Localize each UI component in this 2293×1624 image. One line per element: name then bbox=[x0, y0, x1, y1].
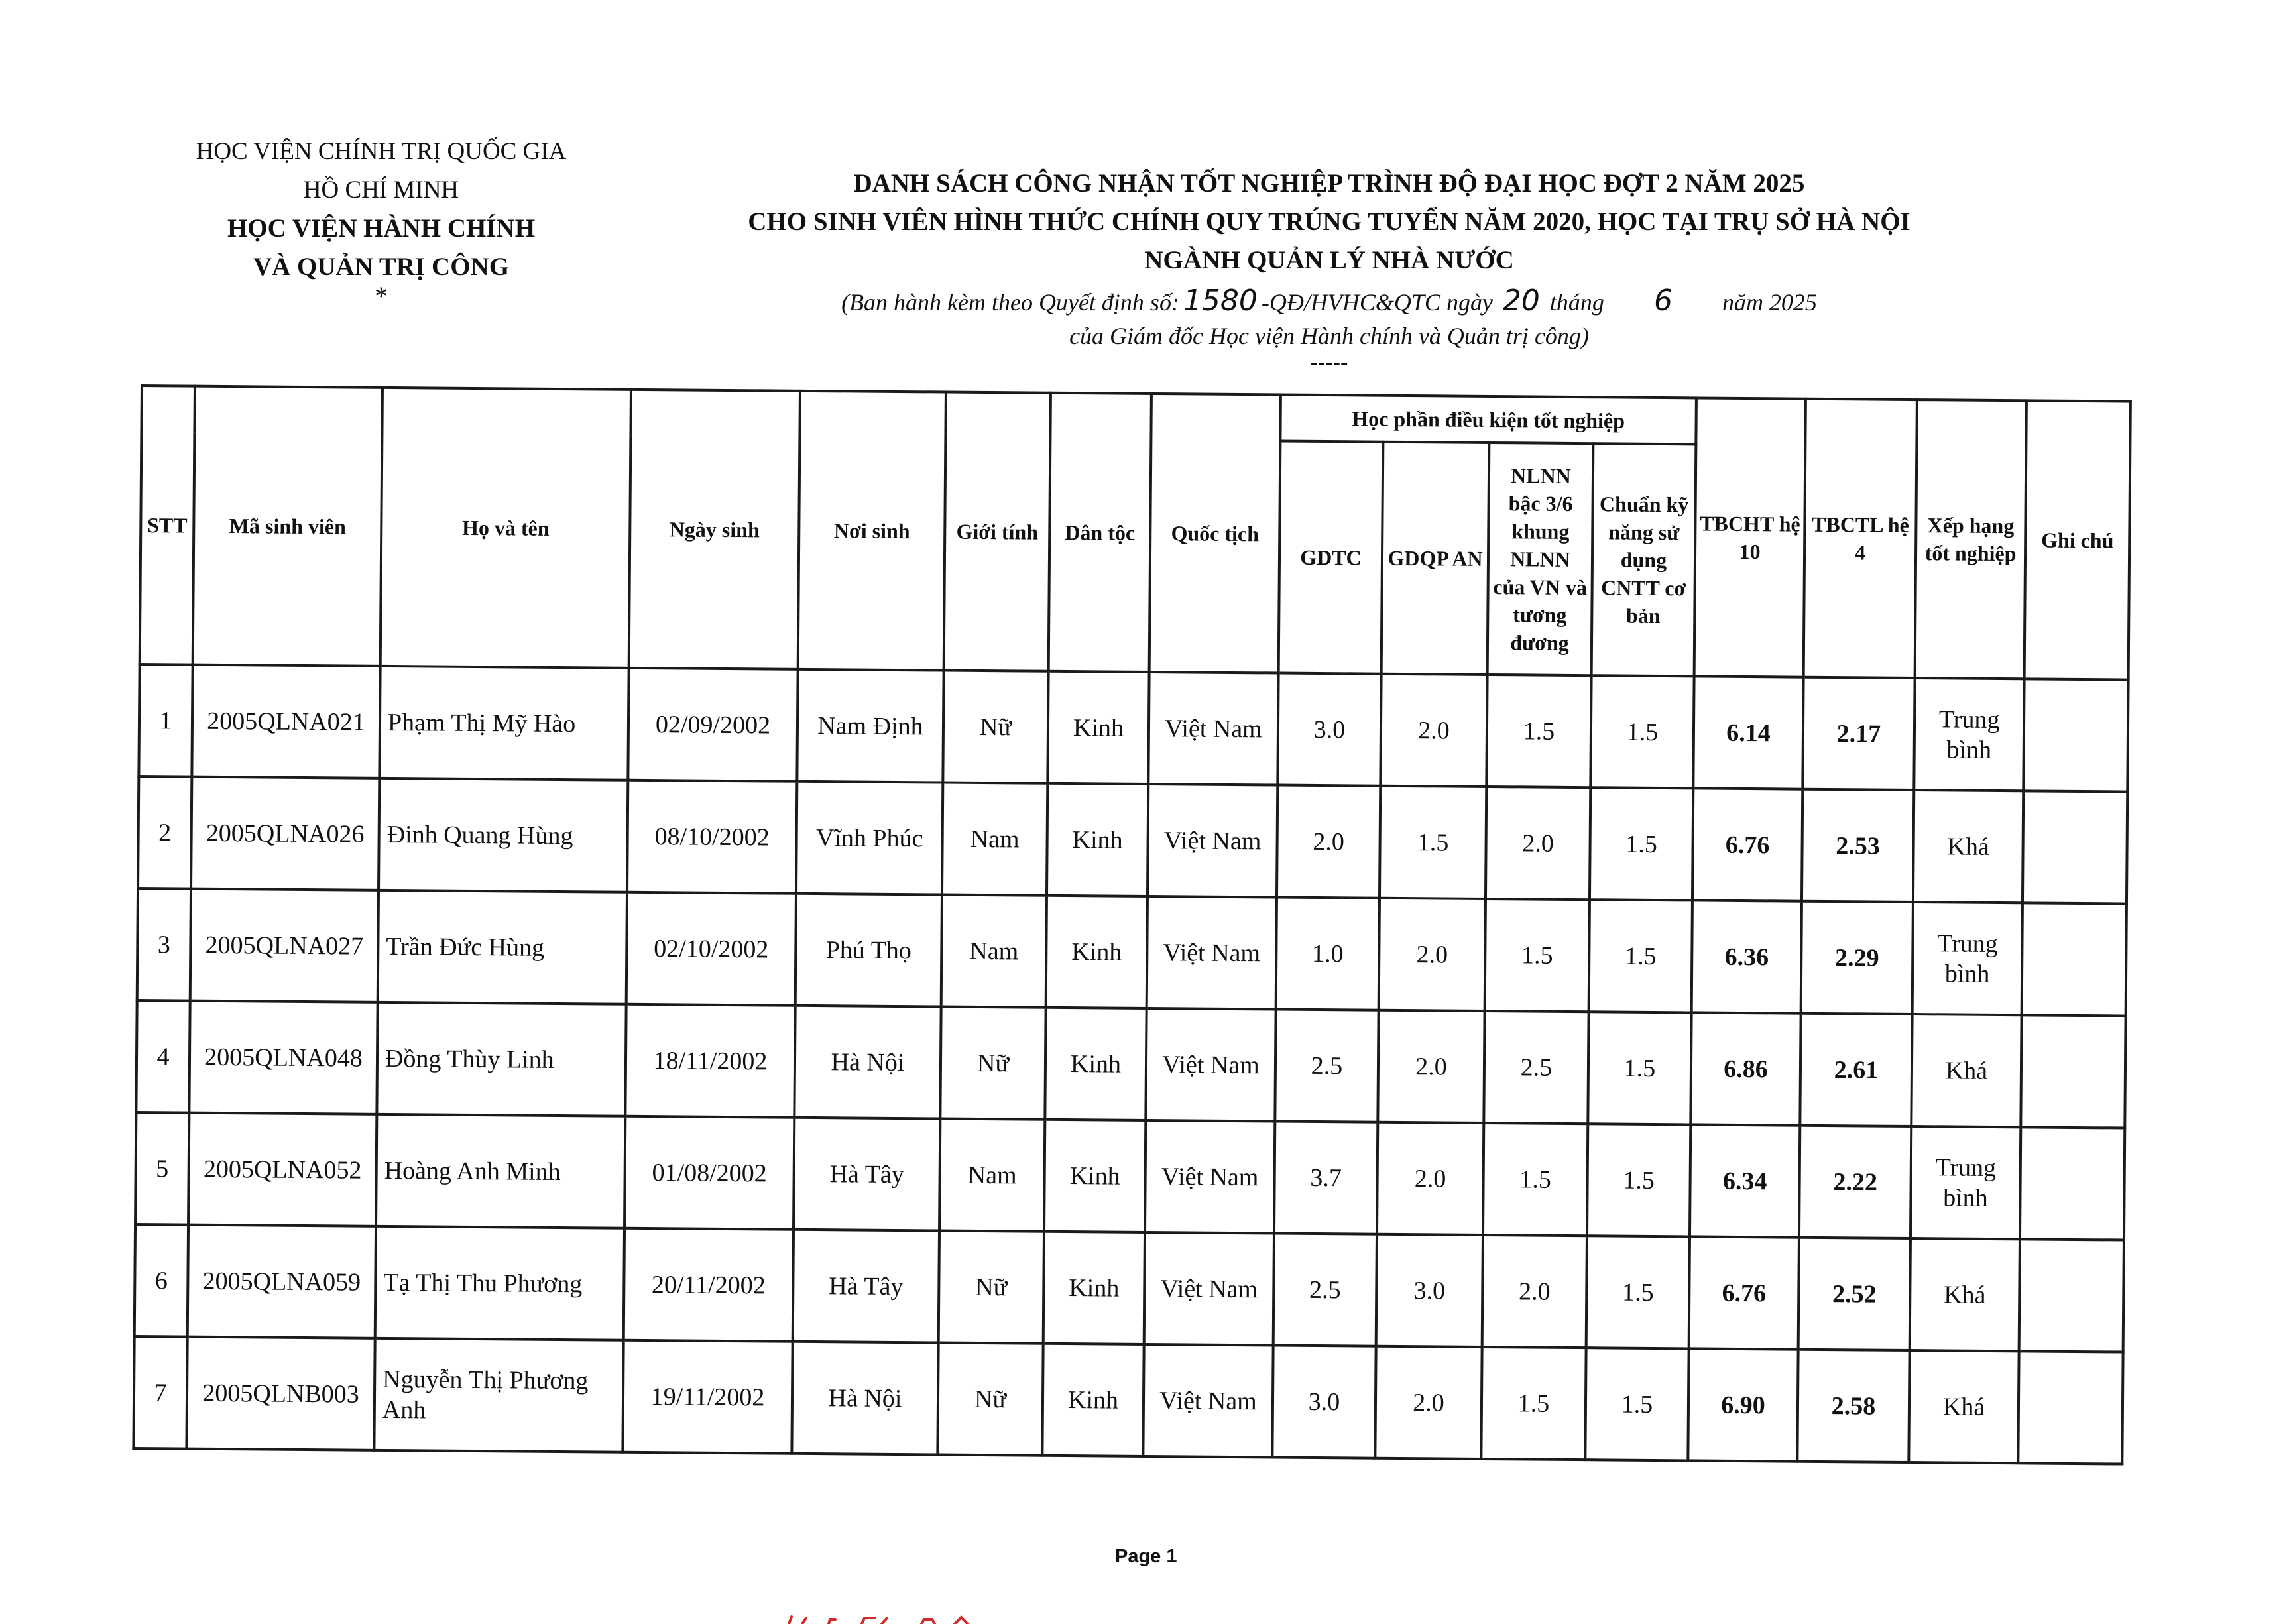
cell-gdqp: 2.0 bbox=[1379, 898, 1486, 1011]
cell-gdtc: 2.5 bbox=[1275, 1009, 1378, 1122]
year-label: năm 2025 bbox=[1722, 289, 1817, 316]
table-row bbox=[138, 776, 2127, 904]
cell-birth-date: 08/10/2002 bbox=[627, 780, 797, 894]
col-header-gdqp: GDQP AN bbox=[1382, 442, 1490, 675]
decision-code: -QĐ/HVHC&QTC ngày bbox=[1261, 289, 1493, 316]
cell-gdtc: 3.0 bbox=[1277, 673, 1381, 785]
cell-foreign-language: 1.5 bbox=[1481, 1347, 1586, 1460]
cell-full-name: Phạm Thị Mỹ Hào bbox=[379, 666, 628, 780]
cell-full-name: Đinh Quang Hùng bbox=[379, 778, 628, 892]
cell-ethnicity: Kinh bbox=[1047, 671, 1149, 784]
cell-stt: 6 bbox=[135, 1224, 188, 1337]
cell-gender: Nam bbox=[942, 783, 1047, 896]
table-row bbox=[137, 888, 2127, 1016]
cell-gender: Nữ bbox=[940, 1007, 1045, 1120]
cell-full-name: Tạ Thị Thu Phương bbox=[375, 1226, 624, 1340]
cell-nationality: Việt Nam bbox=[1145, 1120, 1275, 1234]
cell-gdqp: 2.0 bbox=[1378, 1010, 1484, 1123]
cell-notes bbox=[2019, 1239, 2124, 1352]
cell-rank: Khá bbox=[1909, 1350, 2019, 1463]
cell-gpa-4: 2.29 bbox=[1801, 901, 1913, 1014]
document-title-line3: NGÀNH QUẢN LÝ NHÀ NƯỚC bbox=[1144, 246, 1514, 274]
graduates-table-body bbox=[133, 664, 2128, 1464]
cell-gdqp: 1.5 bbox=[1380, 786, 1486, 899]
cell-notes bbox=[2022, 903, 2127, 1015]
col-header-ethnicity: Dân tộc bbox=[1049, 393, 1151, 672]
graduates-table-wrapper bbox=[132, 384, 2129, 1466]
cell-birth-place: Phú Thọ bbox=[795, 894, 942, 1007]
cell-gdqp: 2.0 bbox=[1377, 1122, 1484, 1235]
cell-nationality: Việt Nam bbox=[1144, 1232, 1274, 1346]
cell-gender: Nữ bbox=[943, 671, 1048, 783]
cell-it-skills: 1.5 bbox=[1589, 899, 1692, 1012]
cell-ethnicity: Kinh bbox=[1045, 1008, 1146, 1120]
table-row bbox=[139, 664, 2128, 792]
document-title-line2: CHO SINH VIÊN HÌNH THỨC CHÍNH QUY TRÚNG TUYỂN NĂM 2020, HỌC TẠI TRỤ SỞ HÀ NỘI bbox=[748, 207, 1911, 236]
cell-nationality: Việt Nam bbox=[1148, 672, 1278, 785]
decision-month: 6 bbox=[1653, 284, 1673, 318]
cell-notes bbox=[2018, 1351, 2123, 1464]
institution-parent-line2: HỒ CHÍ MINH bbox=[303, 176, 459, 203]
institution-parent-line1: HỌC VIỆN CHÍNH TRỊ QUỐC GIA bbox=[196, 138, 567, 165]
cell-full-name: Trần Đức Hùng bbox=[378, 890, 627, 1004]
cell-it-skills: 1.5 bbox=[1586, 1236, 1690, 1348]
cell-rank: Khá bbox=[1911, 1014, 2021, 1127]
cell-ethnicity: Kinh bbox=[1043, 1232, 1145, 1344]
institution-name-line1: HỌC VIỆN HÀNH CHÍNH bbox=[227, 214, 536, 243]
cell-stt: 7 bbox=[133, 1336, 187, 1449]
table-row bbox=[135, 1112, 2125, 1240]
col-header-gender: Giới tính bbox=[944, 392, 1051, 671]
title-divider: ----- bbox=[1310, 350, 1348, 375]
col-header-nationality: Quốc tịch bbox=[1149, 394, 1281, 673]
cell-it-skills: 1.5 bbox=[1588, 1012, 1691, 1124]
cell-gender: Nữ bbox=[937, 1342, 1043, 1455]
cell-gpa-10: 6.36 bbox=[1692, 900, 1802, 1013]
table-row bbox=[136, 1000, 2125, 1128]
cell-rank: Khá bbox=[1913, 790, 2023, 903]
cell-ethnicity: Kinh bbox=[1047, 783, 1148, 896]
cell-stt: 4 bbox=[136, 1000, 190, 1113]
cell-foreign-language: 2.5 bbox=[1484, 1011, 1588, 1124]
cell-stt: 3 bbox=[137, 888, 191, 1001]
cell-stt: 1 bbox=[139, 664, 192, 777]
cell-birth-place: Hà Nội bbox=[792, 1342, 938, 1455]
cell-stt: 2 bbox=[138, 776, 192, 889]
cell-gpa-4: 2.53 bbox=[1802, 789, 1914, 902]
col-header-rank: Xếp hạng tốt nghiệp bbox=[1915, 400, 2027, 679]
cell-gpa-4: 2.22 bbox=[1799, 1126, 1911, 1238]
page-number: Page 1 bbox=[1115, 1546, 1177, 1567]
decision-issuer: của Giám đốc Học viện Hành chính và Quản trị công) bbox=[1069, 323, 1589, 349]
col-header-it-skills: Chuẩn kỹ năng sử dụng CNTT cơ bản bbox=[1592, 443, 1696, 676]
cell-gpa-10: 6.86 bbox=[1690, 1012, 1800, 1125]
cell-birth-date: 01/08/2002 bbox=[624, 1116, 794, 1230]
cell-rank: Khá bbox=[1910, 1238, 2020, 1351]
col-header-notes: Ghi chú bbox=[2025, 400, 2131, 679]
cell-gdtc: 1.0 bbox=[1276, 897, 1380, 1010]
col-header-birth-date: Ngày sinh bbox=[629, 390, 800, 669]
cell-full-name: Đồng Thùy Linh bbox=[377, 1002, 626, 1116]
institution-name-line2: VÀ QUẢN TRỊ CÔNG bbox=[253, 253, 510, 281]
cell-gdtc: 3.0 bbox=[1272, 1345, 1376, 1458]
cell-birth-place: Vĩnh Phúc bbox=[796, 782, 943, 895]
cell-birth-place: Hà Nội bbox=[794, 1006, 941, 1119]
cell-full-name: Nguyễn Thị Phương Anh bbox=[374, 1338, 623, 1452]
cell-foreign-language: 1.5 bbox=[1486, 675, 1591, 787]
cell-nationality: Việt Nam bbox=[1147, 784, 1277, 898]
cell-full-name: Hoàng Anh Minh bbox=[376, 1114, 625, 1228]
col-header-gpa-4: TBCTL hệ 4 bbox=[1804, 399, 1917, 678]
cell-gpa-10: 6.76 bbox=[1692, 788, 1802, 901]
cell-notes bbox=[2020, 1127, 2125, 1240]
cell-gdqp: 2.0 bbox=[1375, 1346, 1482, 1459]
cell-birth-date: 02/10/2002 bbox=[626, 892, 796, 1006]
cell-student-id: 2005QLNA059 bbox=[188, 1225, 376, 1338]
cell-ethnicity: Kinh bbox=[1042, 1344, 1144, 1456]
decision-number: 1580 bbox=[1183, 284, 1258, 318]
document-title-line1: DANH SÁCH CÔNG NHẬN TỐT NGHIỆP TRÌNH ĐỘ ĐẠI HỌC ĐỢT 2 NĂM 2025 bbox=[853, 169, 1805, 198]
cell-notes bbox=[2021, 1015, 2125, 1128]
cell-notes bbox=[2023, 679, 2128, 791]
cell-foreign-language: 1.5 bbox=[1483, 1123, 1588, 1236]
col-header-student-id: Mã sinh viên bbox=[193, 386, 382, 666]
cell-birth-place: Hà Tây bbox=[794, 1118, 940, 1231]
cell-gdqp: 2.0 bbox=[1380, 674, 1487, 787]
cell-rank: Trung bình bbox=[1911, 1126, 2021, 1239]
cell-birth-date: 20/11/2002 bbox=[624, 1228, 794, 1342]
cell-gpa-10: 6.34 bbox=[1690, 1124, 1800, 1237]
cell-gpa-4: 2.61 bbox=[1800, 1014, 1912, 1126]
cell-birth-place: Nam Định bbox=[797, 669, 943, 783]
cell-gpa-10: 6.14 bbox=[1693, 676, 1803, 789]
cell-gpa-4: 2.52 bbox=[1798, 1238, 1911, 1350]
cell-foreign-language: 1.5 bbox=[1485, 899, 1590, 1012]
decision-reference bbox=[736, 284, 1922, 319]
cell-notes bbox=[2023, 791, 2127, 903]
cell-student-id: 2005QLNB003 bbox=[186, 1337, 375, 1450]
cell-student-id: 2005QLNA052 bbox=[188, 1113, 377, 1226]
cell-rank: Trung bình bbox=[1914, 678, 2024, 791]
document-title-block bbox=[736, 164, 1922, 373]
cell-foreign-language: 2.0 bbox=[1486, 787, 1590, 899]
col-header-gdtc: GDTC bbox=[1279, 441, 1383, 674]
cell-nationality: Việt Nam bbox=[1146, 1008, 1275, 1122]
decision-day: 20 bbox=[1502, 284, 1540, 318]
col-group-graduation-conditions: Học phần điều kiện tốt nghiệp bbox=[1280, 395, 1696, 445]
cell-gpa-10: 6.76 bbox=[1689, 1236, 1799, 1349]
cell-nationality: Việt Nam bbox=[1147, 896, 1277, 1010]
institution-header bbox=[143, 133, 620, 311]
table-row bbox=[135, 1224, 2124, 1352]
cell-gender: Nữ bbox=[939, 1231, 1044, 1344]
red-stamp-fragment bbox=[782, 1614, 1114, 1624]
cell-birth-place: Hà Tây bbox=[793, 1230, 939, 1343]
cell-ethnicity: Kinh bbox=[1046, 896, 1147, 1008]
cell-stt: 5 bbox=[135, 1112, 189, 1225]
month-label: tháng bbox=[1549, 289, 1604, 316]
col-header-stt: STT bbox=[140, 386, 195, 665]
cell-gpa-4: 2.17 bbox=[1802, 677, 1914, 790]
decision-prefix: (Ban hành kèm theo Quyết định số: bbox=[841, 289, 1179, 316]
col-header-gpa-10: TBCHT hệ 10 bbox=[1694, 398, 1806, 677]
table-row bbox=[133, 1336, 2123, 1464]
cell-it-skills: 1.5 bbox=[1587, 1124, 1690, 1236]
cell-nationality: Việt Nam bbox=[1143, 1344, 1273, 1458]
cell-birth-date: 18/11/2002 bbox=[625, 1004, 795, 1118]
cell-ethnicity: Kinh bbox=[1044, 1120, 1146, 1232]
cell-it-skills: 1.5 bbox=[1590, 675, 1694, 788]
cell-birth-date: 02/09/2002 bbox=[628, 668, 797, 782]
cell-rank: Trung bình bbox=[1912, 902, 2023, 1015]
cell-student-id: 2005QLNA027 bbox=[190, 889, 379, 1002]
cell-it-skills: 1.5 bbox=[1590, 787, 1693, 900]
cell-gdtc: 2.5 bbox=[1273, 1233, 1377, 1346]
cell-gender: Nam bbox=[939, 1119, 1045, 1232]
cell-it-skills: 1.5 bbox=[1585, 1348, 1688, 1460]
col-header-foreign-language: NLNN bậc 3/6 khung NLNN của VN và tương đương bbox=[1488, 443, 1594, 675]
cell-student-id: 2005QLNA026 bbox=[191, 777, 379, 890]
cell-gender: Nam bbox=[941, 895, 1047, 1008]
cell-gdtc: 3.7 bbox=[1274, 1121, 1378, 1234]
cell-gdqp: 3.0 bbox=[1376, 1234, 1483, 1347]
graduates-table bbox=[132, 384, 2132, 1466]
col-header-full-name: Họ và tên bbox=[381, 388, 631, 668]
cell-foreign-language: 2.0 bbox=[1482, 1235, 1587, 1348]
cell-birth-date: 19/11/2002 bbox=[622, 1340, 792, 1454]
cell-gdtc: 2.0 bbox=[1277, 785, 1380, 898]
cell-gpa-10: 6.90 bbox=[1688, 1348, 1798, 1461]
header-star: * bbox=[375, 281, 388, 311]
col-header-birth-place: Nơi sinh bbox=[798, 391, 946, 671]
cell-student-id: 2005QLNA048 bbox=[189, 1001, 377, 1114]
cell-gpa-4: 2.58 bbox=[1797, 1350, 1909, 1462]
cell-student-id: 2005QLNA021 bbox=[192, 665, 380, 778]
